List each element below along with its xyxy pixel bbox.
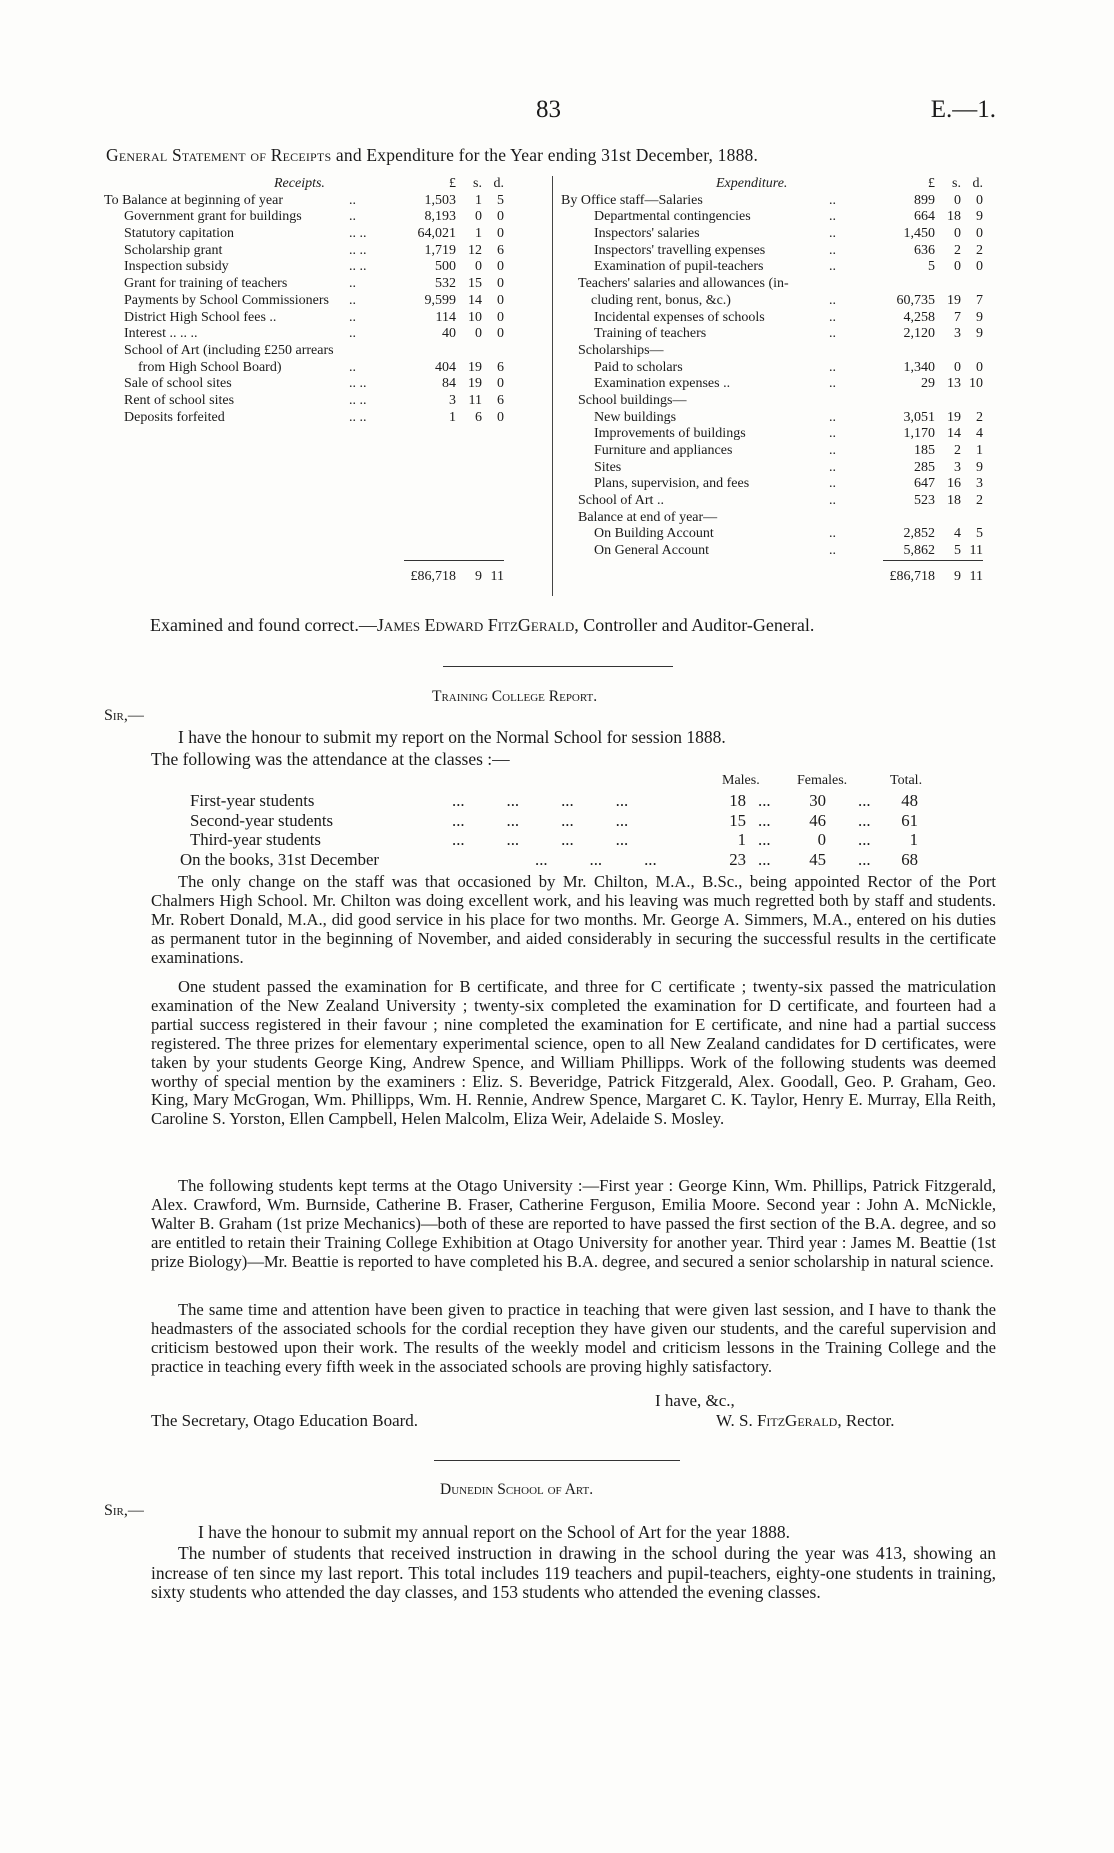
series-code: E.—1.: [930, 96, 996, 123]
amount-shillings: 0: [475, 209, 482, 225]
amount-pence: 11: [969, 543, 983, 559]
expenditure-label: Plans, supervision, and fees: [594, 476, 750, 492]
leader-dots: .. ..: [349, 259, 367, 275]
expenditure-row: [561, 543, 1002, 560]
expenditure-row: [561, 360, 1002, 377]
amount-pence: 6: [497, 359, 504, 375]
expenditure-label: cluding rent, bonus, &c.): [591, 292, 731, 308]
expenditure-label: Improvements of buildings: [594, 426, 746, 442]
amount-pounds: 3: [449, 392, 456, 408]
expenditure-sum-rule: [883, 560, 983, 561]
receipts-header-row: [104, 176, 544, 193]
paragraph-examinations: One student passed the examination for B certificate, and three for C certificate ; twenty-six passed the matriculation examination of the New Zealand University ; twenty-six completed the examination for D certificate, and fourteen had a partial success registered in their favour ; nine completed the examination for E certificate, and nine had a partial success registered. The three prizes for elementary experimental science, open to all New Zealand candidates for D certificates, were taken by your students George King, Andrew Spence, and William Phillipps. Work of the following students was deemed worthy of special mention by the examiners : Eliz. S. Beveridge, Patrick Fitzgerald, Alex. Goodall, Geo. P. Graham, Geo. King, Mary McGrogan, Wm. Phillipps, Wm. H. Rennie, Andrew Spence, Margaret C. K. Taylor, Henry E. Murray, Ella Reith, Caroline S. Yorston, Ellen Campbell, Helen Malcolm, Eliza Weir, Adelaide S. Mosley.: [151, 977, 996, 1129]
males-count: 23: [729, 849, 746, 869]
amount-pence: 0: [497, 376, 504, 392]
receipts-row: [104, 243, 544, 260]
amount-pounds: 8,193: [424, 209, 456, 225]
leader-dots: ... ... ... ...: [452, 791, 629, 810]
accounts-table: [104, 176, 1002, 596]
leader-dots: .. ..: [349, 392, 367, 408]
pounds-heading: £: [928, 176, 935, 191]
expenditure-heading: Expenditure.: [716, 176, 788, 191]
females-count: 0: [817, 830, 826, 849]
expenditure-row: [561, 326, 1002, 343]
page-number: 83: [536, 96, 561, 123]
separator-dots: ...: [858, 791, 871, 810]
amount-pounds: 523: [914, 493, 935, 509]
leader-dots: ..: [829, 309, 836, 325]
receipts-rows: [104, 193, 544, 427]
receipts-row: [104, 193, 544, 210]
leader-dots: ..: [829, 459, 836, 475]
section-divider: [443, 666, 673, 667]
expenditure-label: Incidental expenses of schools: [594, 309, 765, 325]
leader-dots: ..: [829, 476, 836, 492]
col-total: Total.: [890, 773, 923, 788]
separator-dots: ...: [858, 830, 871, 849]
amount-pounds: 64,021: [417, 226, 456, 242]
amount-pounds: 2,120: [903, 326, 935, 342]
leader-dots: ..: [829, 326, 836, 342]
amount-pence: 0: [976, 192, 983, 208]
amount-shillings: 4: [954, 526, 961, 542]
expenditure-label: Inspectors' salaries: [594, 226, 700, 242]
amount-pence: 9: [976, 459, 983, 475]
amount-pounds: 9,599: [424, 292, 456, 308]
leader-dots: ... ... ...: [535, 849, 657, 869]
amount-shillings: 14: [947, 426, 961, 442]
attendance-label: Second-year students: [190, 810, 334, 830]
amount-pounds: 899: [914, 192, 935, 208]
expenditure-label: Sites: [594, 459, 622, 475]
females-count: 46: [809, 810, 826, 830]
separator-dots: ...: [858, 849, 871, 869]
amount-pounds: 185: [914, 443, 935, 458]
school-of-art-salutation: Sir,—: [104, 1502, 144, 1519]
leader-dots: ..: [829, 526, 836, 542]
column-divider: [552, 176, 553, 596]
amount-shillings: 18: [947, 493, 961, 509]
expenditure-row: [561, 343, 1002, 360]
pence-heading: d.: [493, 176, 504, 191]
col-males: Males.: [722, 773, 760, 788]
leader-dots: ..: [829, 242, 836, 258]
receipts-row: [104, 326, 544, 343]
leader-dots: ..: [349, 309, 356, 325]
separator-dots: ...: [858, 810, 871, 830]
receipts-label: Sale of school sites: [124, 376, 232, 392]
amount-pence: 3: [976, 476, 983, 492]
expenditure-row: [561, 226, 1002, 243]
amount-pounds: 664: [914, 209, 935, 225]
receipts-row: [104, 393, 544, 410]
amount-shillings: 1: [475, 226, 482, 242]
expenditure-row: [561, 193, 1002, 210]
expenditure-row: [561, 460, 1002, 477]
amount-pence: 6: [497, 392, 504, 408]
amount-shillings: 16: [947, 476, 961, 492]
attendance-label: First-year students: [190, 791, 315, 810]
amount-pounds: 1,340: [903, 359, 935, 375]
expenditure-row: [561, 443, 1002, 460]
receipts-row: [104, 209, 544, 226]
expenditure-row: [561, 426, 1002, 443]
expenditure-row: [561, 526, 1002, 543]
amount-shillings: 0: [475, 259, 482, 275]
paragraph-practice: The same time and attention have been given to practice in teaching that were given last session, and I have to thank the headmasters of the associated schools for the cordial reception they have given our students, and the careful supervision and criticism bestowed upon their work. The results of the weekly model and criticism lessons in the Training College and the practice in teaching every fifth week in the associated schools are proving highly satisfactory.: [151, 1300, 996, 1376]
receipts-column: [104, 176, 544, 584]
attendance-label: On the books, 31st December: [180, 849, 379, 869]
attendance-label: Third-year students: [190, 830, 321, 849]
expenditure-label: Examination of pupil-teachers: [594, 259, 764, 275]
amount-shillings: 0: [954, 226, 961, 242]
school-of-art-intro: I have the honour to submit my annual report on the School of Art for the year 1888.: [198, 1522, 790, 1542]
section-divider: [434, 1460, 680, 1461]
shillings-heading: s.: [952, 176, 961, 191]
total-count: 68: [901, 849, 918, 869]
expenditure-column: [561, 176, 1002, 584]
leader-dots: .. ..: [349, 242, 367, 258]
receipts-row: [104, 293, 544, 310]
amount-pounds: 40: [442, 326, 456, 342]
expenditure-label: Departmental contingencies: [594, 209, 751, 225]
females-count: 30: [809, 791, 826, 810]
receipts-total-row: [104, 569, 544, 586]
receipts-total-shillings: 9: [475, 569, 482, 584]
amount-shillings: 3: [954, 326, 961, 342]
statement-title-rest: and Expenditure for the Year ending 31st December, 1888.: [335, 145, 759, 165]
signature: [716, 1411, 894, 1431]
pounds-heading: £: [449, 176, 456, 191]
expenditure-label: Paid to scholars: [594, 359, 683, 375]
amount-shillings: 14: [468, 292, 482, 308]
amount-shillings: 7: [954, 309, 961, 325]
expenditure-row: [561, 476, 1002, 493]
receipts-label: Scholarship grant: [124, 242, 223, 258]
expenditure-label: By Office staff—Salaries: [561, 192, 703, 208]
amount-shillings: 2: [954, 242, 961, 258]
amount-shillings: 0: [954, 259, 961, 275]
amount-pence: 1: [976, 443, 983, 458]
auditor-prefix: Examined and found correct.—: [150, 615, 377, 635]
attendance-intro: The following was the attendance at the classes :—: [151, 749, 510, 769]
amount-pence: 0: [497, 326, 504, 342]
leader-dots: ..: [829, 192, 836, 208]
amount-pounds: 4,258: [903, 309, 935, 325]
expenditure-row: [561, 510, 1002, 527]
amount-pounds: 2,852: [903, 526, 935, 542]
amount-pence: 2: [976, 242, 983, 258]
amount-shillings: 0: [954, 192, 961, 208]
expenditure-row: [561, 310, 1002, 327]
receipts-row: [104, 226, 544, 243]
receipts-label: Government grant for buildings: [124, 209, 302, 225]
amount-pounds: 647: [914, 476, 935, 492]
amount-pounds: 1: [449, 409, 456, 425]
col-females: Females.: [797, 773, 848, 788]
leader-dots: ... ... ... ...: [452, 810, 629, 830]
amount-pounds: 500: [435, 259, 456, 275]
leader-dots: ..: [829, 426, 836, 442]
amount-pounds: 636: [914, 242, 935, 258]
amount-shillings: 19: [468, 376, 482, 392]
receipts-row: [104, 276, 544, 293]
expenditure-row: [561, 209, 1002, 226]
males-count: 18: [729, 791, 746, 810]
expenditure-row: [561, 259, 1002, 276]
expenditure-label: On Building Account: [594, 526, 714, 542]
amount-pounds: 114: [435, 309, 456, 325]
amount-pounds: 29: [921, 376, 935, 392]
leader-dots: ..: [829, 292, 836, 308]
receipts-row: [104, 310, 544, 327]
separator-dots: ...: [758, 830, 771, 849]
amount-pence: 0: [497, 276, 504, 292]
males-count: 15: [729, 810, 746, 830]
auditor-note: [150, 615, 1010, 636]
amount-shillings: 19: [947, 409, 961, 425]
amount-pence: 4: [976, 426, 983, 442]
expenditure-total-pence: 11: [969, 569, 983, 584]
total-count: 1: [909, 830, 918, 849]
page-header: [0, 96, 1114, 126]
training-college-salutation: Sir,—: [104, 707, 144, 724]
receipts-label: Grant for training of teachers: [124, 276, 288, 292]
amount-pence: 5: [976, 526, 983, 542]
amount-pence: 2: [976, 493, 983, 509]
amount-pence: 9: [976, 326, 983, 342]
amount-pounds: 3,051: [903, 409, 935, 425]
amount-pence: 0: [497, 209, 504, 225]
expenditure-rows: [561, 193, 1002, 560]
expenditure-label: Teachers' salaries and allowances (in-: [578, 276, 789, 292]
amount-shillings: 12: [468, 242, 482, 258]
amount-pence: 7: [976, 292, 983, 308]
separator-dots: ...: [758, 810, 771, 830]
amount-pence: 5: [497, 192, 504, 208]
receipts-row: [104, 343, 544, 360]
amount-pence: 10: [969, 376, 983, 392]
receipts-row: [104, 376, 544, 393]
amount-shillings: 5: [954, 543, 961, 559]
expenditure-row: [561, 293, 1002, 310]
leader-dots: ..: [349, 292, 356, 308]
leader-dots: .. ..: [349, 409, 367, 425]
total-count: 61: [901, 810, 918, 830]
separator-dots: ...: [758, 849, 771, 869]
receipts-heading: Receipts.: [274, 176, 325, 191]
amount-pence: 0: [976, 359, 983, 375]
expenditure-label: New buildings: [594, 409, 677, 425]
expenditure-total-pounds: £86,718: [889, 569, 935, 584]
expenditure-row: [561, 410, 1002, 427]
amount-pounds: 1,450: [903, 226, 935, 242]
leader-dots: ..: [829, 493, 836, 509]
expenditure-label: Balance at end of year—: [578, 509, 718, 525]
attendance-table: [0, 773, 1114, 883]
auditor-name: James Edward FitzGerald: [376, 615, 575, 635]
amount-pounds: 1,503: [424, 192, 456, 208]
receipts-label: Inspection subsidy: [124, 259, 229, 275]
receipts-total-pounds: £86,718: [410, 569, 456, 584]
amount-pence: 0: [497, 409, 504, 425]
receipts-label: Rent of school sites: [124, 392, 235, 408]
expenditure-row: [561, 393, 1002, 410]
leader-dots: .. ..: [349, 226, 367, 242]
amount-shillings: 13: [947, 376, 961, 392]
amount-shillings: 0: [475, 326, 482, 342]
statement-title-prefix: General Statement of Receipts: [106, 145, 332, 165]
leader-dots: ..: [349, 276, 356, 292]
amount-pounds: 1,719: [424, 242, 456, 258]
receipts-row: [104, 410, 544, 427]
amount-shillings: 3: [954, 459, 961, 475]
amount-shillings: 1: [475, 192, 482, 208]
leader-dots: ..: [829, 209, 836, 225]
amount-shillings: 19: [468, 359, 482, 375]
amount-pounds: 285: [914, 459, 935, 475]
signature-title: , Rector.: [837, 1411, 895, 1430]
separator-dots: ...: [758, 791, 771, 810]
leader-dots: ... ... ... ...: [452, 830, 629, 849]
expenditure-total-shillings: 9: [954, 569, 961, 584]
leader-dots: ..: [829, 543, 836, 559]
expenditure-label: On General Account: [594, 543, 710, 559]
paragraph-staff: The only change on the staff was that occasioned by Mr. Chilton, M.A., B.Sc., being appointed Rector of the Port Chalmers High School. Mr. Chilton was doing excellent work, and his leaving was much regretted both by staff and students. Mr. Robert Donald, M.A., did good service in his place for two months. Mr. George A. Simmers, M.A., entered on his duties as permanent tutor in the beginning of November, and aided considerably in securing the successful results in the certificate examinations.: [151, 872, 996, 967]
expenditure-label: School buildings—: [578, 392, 687, 408]
expenditure-label: Examination expenses ..: [594, 376, 731, 392]
shillings-heading: s.: [473, 176, 482, 191]
amount-pence: 0: [497, 226, 504, 242]
amount-shillings: 2: [954, 443, 961, 458]
addressee: The Secretary, Otago Education Board.: [151, 1411, 419, 1430]
amount-pence: 9: [976, 209, 983, 225]
amount-shillings: 0: [954, 359, 961, 375]
amount-pence: 0: [497, 309, 504, 325]
amount-shillings: 11: [468, 392, 482, 408]
females-count: 45: [809, 849, 826, 869]
leader-dots: ..: [349, 209, 356, 225]
amount-pence: 0: [497, 259, 504, 275]
amount-pence: 0: [976, 259, 983, 275]
receipts-label: Statutory capitation: [124, 226, 235, 242]
amount-pence: 6: [497, 242, 504, 258]
receipts-label: Interest .. .. ..: [124, 326, 198, 342]
amount-shillings: 18: [947, 209, 961, 225]
leader-dots: ..: [349, 192, 356, 208]
statement-title: [106, 145, 986, 166]
leader-dots: ..: [829, 376, 836, 392]
leader-dots: ..: [829, 259, 836, 275]
leader-dots: .. ..: [349, 376, 367, 392]
amount-pounds: 84: [442, 376, 456, 392]
amount-pence: 0: [976, 226, 983, 242]
auditor-suffix: , Controller and Auditor-General.: [574, 615, 815, 635]
amount-shillings: 15: [468, 276, 482, 292]
receipts-total-pence: 11: [490, 569, 504, 584]
expenditure-label: Furniture and appliances: [594, 443, 733, 458]
expenditure-total-row: [561, 569, 1002, 586]
leader-dots: ..: [829, 359, 836, 375]
amount-pounds: 5,862: [903, 543, 935, 559]
amount-pence: 0: [497, 292, 504, 308]
signature-name: W. S. FitzGerald: [716, 1411, 838, 1430]
receipts-label: from High School Board): [138, 359, 282, 375]
receipts-label: District High School fees ..: [124, 309, 277, 325]
expenditure-row: [561, 376, 1002, 393]
school-of-art-title: Dunedin School of Art.: [440, 1481, 594, 1498]
school-of-art-paragraph: The number of students that received instruction in drawing in the school during the year was 413, showing an increase of ten since my last report. This total includes 119 teachers and pupil-teachers, eighty-one students in training, sixty students who attended the day classes, and 153 students who attended the evening classes.: [151, 1543, 996, 1602]
amount-pence: 2: [976, 409, 983, 425]
receipts-label: Payments by School Commissioners: [124, 292, 329, 308]
expenditure-header-row: [561, 176, 1002, 193]
expenditure-label: Inspectors' travelling expenses: [594, 242, 766, 258]
amount-shillings: 10: [468, 309, 482, 325]
paragraph-university: The following students kept terms at the Otago University :—First year : George Kinn, Wm. Phillips, Patrick Fitzgerald, Alex. Crawford, Wm. Burnside, Catherine B. Fraser, Catherine Ferguson, Emilia Moore. Second year : John A. McNickle, Walter B. Graham (1st prize Mechanics)—both of these are reported to have passed the first section of the B.A. degree, and so are entitled to retain their Training College Exhibition at Otago University for another year. Third year : James M. Beattie (1st prize Biology)—Mr. Beattie is reported to have completed his B.A. degree, and secured a senior scholarship in natural science.: [151, 1176, 996, 1271]
expenditure-row: [561, 243, 1002, 260]
leader-dots: ..: [829, 443, 836, 458]
receipts-sum-rule: [404, 560, 504, 561]
amount-pounds: 60,735: [896, 292, 935, 308]
receipts-label: Deposits forfeited: [124, 409, 225, 425]
expenditure-label: Training of teachers: [594, 326, 707, 342]
expenditure-row: [561, 276, 1002, 293]
amount-pounds: 1,170: [903, 426, 935, 442]
receipts-label: To Balance at beginning of year: [104, 192, 284, 208]
pence-heading: d.: [972, 176, 983, 191]
leader-dots: ..: [349, 326, 356, 342]
receipts-label: School of Art (including £250 arrears: [124, 342, 334, 358]
amount-pounds: 5: [928, 259, 935, 275]
closing-phrase: I have, &c.,: [655, 1391, 735, 1410]
training-college-intro: I have the honour to submit my report on the Normal School for session 1888.: [178, 727, 726, 747]
leader-dots: ..: [829, 409, 836, 425]
amount-shillings: 19: [947, 292, 961, 308]
males-count: 1: [737, 830, 746, 849]
receipts-row: [104, 259, 544, 276]
amount-shillings: 6: [475, 409, 482, 425]
expenditure-label: School of Art ..: [578, 493, 664, 509]
amount-pence: 9: [976, 309, 983, 325]
expenditure-row: [561, 493, 1002, 510]
training-college-title: Training College Report.: [432, 688, 598, 705]
leader-dots: ..: [829, 226, 836, 242]
expenditure-label: Scholarships—: [578, 342, 664, 358]
receipts-row: [104, 360, 544, 377]
total-count: 48: [901, 791, 918, 810]
amount-pounds: 404: [435, 359, 456, 375]
amount-pounds: 532: [435, 276, 456, 292]
leader-dots: ..: [349, 359, 356, 375]
